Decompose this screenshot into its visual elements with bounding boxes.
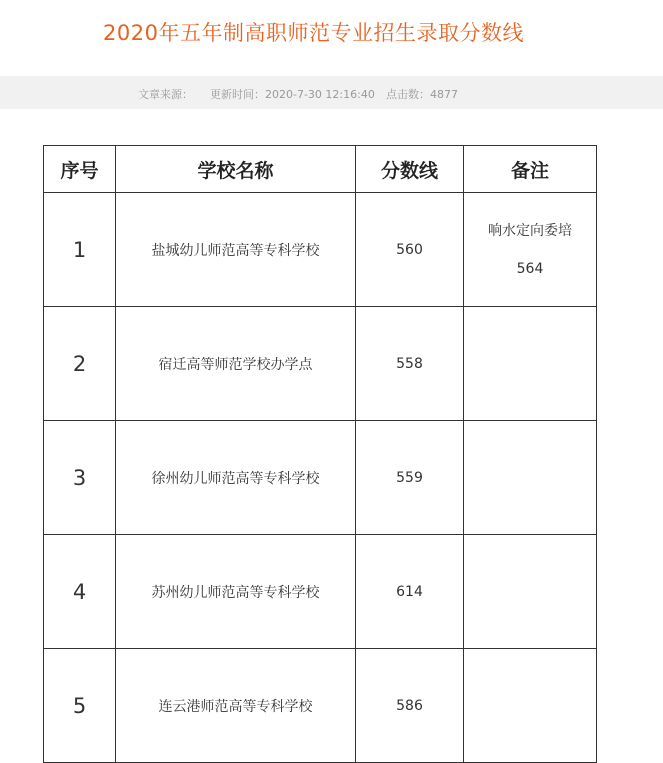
row-school-name: 连云港师范高等专科学校	[116, 649, 356, 763]
header-score: 分数线	[356, 146, 464, 193]
meta-source: 文章来源：	[138, 88, 193, 101]
row-note	[464, 421, 597, 535]
row-score: 614	[356, 535, 464, 649]
row-school-name: 徐州幼儿师范高等专科学校	[116, 421, 356, 535]
header-note: 备注	[464, 146, 597, 193]
row-score: 586	[356, 649, 464, 763]
table-row	[44, 307, 597, 421]
row-school-name: 宿迁高等师范学校办学点	[116, 307, 356, 421]
table-row	[44, 649, 597, 763]
meta-click-count: 点击数：4877	[386, 88, 458, 101]
header-school-name: 学校名称	[116, 146, 356, 193]
table-row	[44, 193, 597, 307]
table-header-row	[44, 146, 597, 193]
row-note-line: 响水定向委培	[488, 222, 572, 239]
meta-updated-time: 更新时间：2020-7-30 12:16:40	[210, 88, 375, 101]
row-index: 4	[44, 535, 116, 649]
row-score: 559	[356, 421, 464, 535]
row-school-name: 苏州幼儿师范高等专科学校	[116, 535, 356, 649]
article-meta-bar	[0, 76, 663, 109]
row-school-name: 盐城幼儿师范高等专科学校	[116, 193, 356, 307]
row-index: 5	[44, 649, 116, 763]
row-note-line: 564	[516, 260, 544, 277]
row-index: 3	[44, 421, 116, 535]
header-index: 序号	[44, 146, 116, 193]
article-title: 2020年五年制高职师范专业招生录取分数线	[103, 21, 524, 45]
score-table	[43, 145, 597, 763]
row-index: 1	[44, 193, 116, 307]
row-score: 560	[356, 193, 464, 307]
row-index: 2	[44, 307, 116, 421]
row-note	[464, 649, 597, 763]
row-note	[464, 193, 597, 307]
row-note	[464, 307, 597, 421]
table-row	[44, 535, 597, 649]
row-note	[464, 535, 597, 649]
table-row	[44, 421, 597, 535]
row-score: 558	[356, 307, 464, 421]
